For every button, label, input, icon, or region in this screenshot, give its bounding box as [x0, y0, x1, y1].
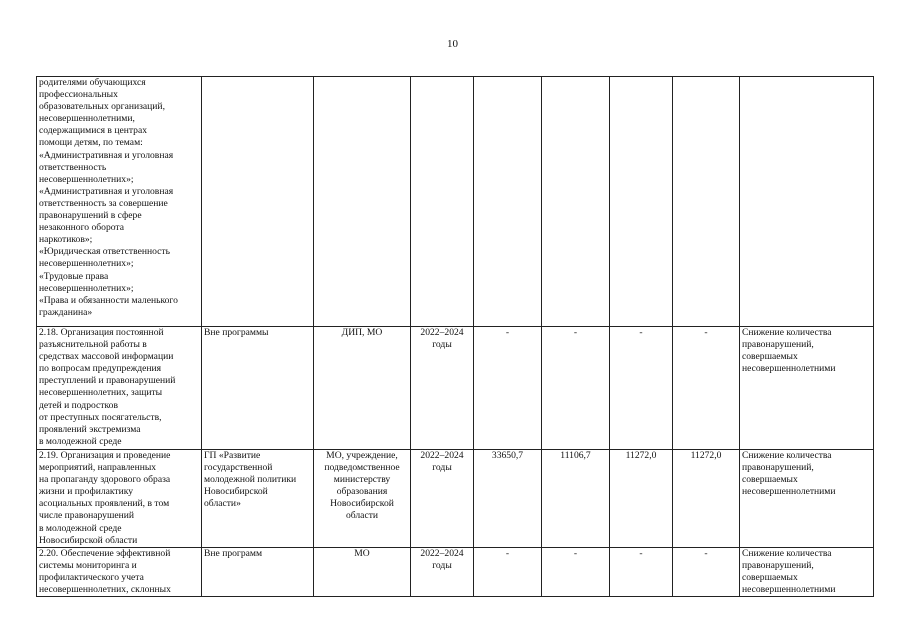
executor-cell	[314, 450, 411, 548]
funding-2024-cell-value: -	[704, 327, 708, 338]
event-cell-line: разъяснительной работы в	[39, 339, 147, 351]
period-cell-line: годы	[432, 462, 452, 474]
event-cell-line: наркотиков»;	[39, 234, 93, 246]
event-cell-line: числе правонарушений	[39, 510, 135, 522]
period-cell-line: годы	[432, 339, 452, 351]
event-cell-line: по вопросам предупреждения	[39, 363, 162, 375]
event-cell-line: преступлений и правонарушений	[39, 375, 176, 387]
total-funding-cell	[474, 77, 542, 327]
funding-2022-cell-value: 11106,7	[560, 450, 591, 461]
total-funding-cell	[474, 327, 542, 450]
event-cell-line: помощи детям, по темам:	[39, 137, 143, 149]
period-cell-line: 2022–2024	[420, 327, 464, 338]
funding-2022-cell	[542, 548, 610, 597]
funding-2024-cell	[673, 450, 740, 548]
executor-cell	[314, 548, 411, 597]
period-cell	[411, 327, 474, 450]
period-cell-line: годы	[432, 560, 452, 572]
total-funding-cell-value: -	[505, 548, 510, 559]
event-cell-line: в молодежной среде	[39, 522, 122, 534]
event-cell-line: ответственность за совершение	[39, 197, 168, 209]
event-cell-line: 2.20. Обеспечение эффективной	[39, 548, 171, 559]
table-row	[37, 77, 874, 327]
program-cell-line: Вне программы	[204, 327, 269, 338]
executor-cell-line: МО, учреждение,	[326, 450, 398, 461]
event-cell-line: несовершеннолетних»;	[39, 258, 134, 270]
result-cell	[740, 77, 874, 327]
total-funding-cell	[474, 548, 542, 597]
program-cell-line: Новосибирской	[204, 486, 268, 498]
event-cell-line: проявлений экстремизма	[39, 423, 141, 435]
program-cell	[202, 548, 314, 597]
executor-cell	[314, 77, 411, 327]
event-cell-line: мероприятий, направленных	[39, 462, 157, 474]
executor-cell-line: ДИП, МО	[341, 327, 383, 338]
executor-cell-line: подведомственное	[324, 462, 400, 474]
program-cell	[202, 77, 314, 327]
event-cell-line: несовершеннолетних, защиты	[39, 387, 163, 399]
result-cell-line: Снижение количества	[742, 327, 832, 338]
result-cell-line: правонарушений,	[742, 339, 814, 351]
period-cell	[411, 450, 474, 548]
table-row	[37, 450, 874, 548]
page-number: 10	[447, 38, 458, 50]
event-cell-line: асоциальных проявлений, в том	[39, 498, 170, 510]
event-cell-line: 2.18. Организация постоянной	[39, 327, 164, 338]
funding-2022-cell	[542, 327, 610, 450]
event-cell-line: «Административная и уголовная	[39, 149, 174, 161]
funding-2024-cell	[673, 548, 740, 597]
measures-table-body	[37, 77, 874, 597]
result-cell-line: несовершеннолетними	[742, 486, 836, 498]
event-cell	[37, 327, 202, 450]
event-cell-line: незаконного оборота	[39, 222, 124, 234]
table-row	[37, 548, 874, 597]
result-cell-line: совершаемых	[742, 572, 798, 584]
funding-2023-cell-value: -	[639, 327, 643, 338]
funding-2023-cell-value: -	[639, 548, 643, 559]
event-cell-line: системы мониторинга и	[39, 560, 137, 572]
event-cell-line: «Права и обязанности маленького	[39, 294, 178, 306]
event-cell-line: несовершеннолетних»;	[39, 173, 134, 185]
result-cell-line: Снижение количества	[742, 450, 832, 461]
result-cell-line: правонарушений,	[742, 462, 814, 474]
funding-2023-cell	[610, 450, 673, 548]
event-cell-line: детей и подростков	[39, 399, 118, 411]
funding-2024-cell	[673, 327, 740, 450]
result-cell-line: совершаемых	[742, 474, 798, 486]
event-cell-line: родителями обучающихся	[39, 77, 146, 88]
event-cell	[37, 450, 202, 548]
executor-cell-line: министерству	[333, 474, 391, 486]
period-cell-line: 2022–2024	[420, 450, 464, 461]
event-cell-line: «Юридическая ответственность	[39, 246, 170, 258]
program-cell	[202, 327, 314, 450]
executor-cell-line: области	[345, 510, 379, 522]
event-cell-line: образовательных организаций,	[39, 101, 165, 113]
funding-2022-cell	[542, 450, 610, 548]
funding-2023-cell	[610, 77, 673, 327]
program-cell	[202, 450, 314, 548]
funding-2024-cell-value: -	[704, 548, 708, 559]
funding-2024-cell	[673, 77, 740, 327]
total-funding-cell-value: 33650,7	[491, 450, 524, 461]
period-cell	[411, 548, 474, 597]
result-cell-line: Снижение количества	[742, 548, 832, 559]
executor-cell-line: Новосибирской	[330, 498, 394, 510]
event-cell	[37, 77, 202, 327]
total-funding-cell	[474, 450, 542, 548]
event-cell-line: на пропаганду здорового образа	[39, 474, 171, 486]
funding-2024-cell-value: 11272,0	[690, 450, 722, 461]
event-cell	[37, 548, 202, 597]
result-cell	[740, 327, 874, 450]
event-cell-line: ответственность	[39, 161, 107, 173]
event-cell-line: гражданина»	[39, 306, 93, 318]
event-cell-line: «Административная и уголовная	[39, 185, 174, 197]
measures-table	[36, 76, 874, 597]
executor-cell-line: МО	[354, 548, 370, 559]
event-cell-line: в молодежной среде	[39, 435, 122, 447]
funding-2023-cell-value: 11272,0	[625, 450, 657, 461]
program-cell-line: молодежной политики	[204, 474, 297, 486]
event-cell-line: средствах массовой информации	[39, 351, 174, 363]
table-row	[37, 327, 874, 450]
event-cell-line: несовершеннолетними,	[39, 113, 135, 125]
funding-2023-cell	[610, 327, 673, 450]
event-cell-line: 2.19. Организация и проведение	[39, 450, 171, 461]
executor-cell-line: образования	[336, 486, 388, 498]
program-cell-line: ГП «Развитие	[204, 450, 261, 461]
program-cell-line: государственной	[204, 462, 273, 474]
executor-cell	[314, 327, 411, 450]
total-funding-cell-value: -	[505, 327, 510, 338]
result-cell-line: совершаемых	[742, 351, 798, 363]
funding-2022-cell	[542, 77, 610, 327]
funding-2022-cell-value: -	[573, 548, 578, 559]
event-cell-line: от преступных посягательств,	[39, 411, 162, 423]
result-cell-line: несовершеннолетними	[742, 363, 836, 375]
program-cell-line: Вне программ	[204, 548, 263, 559]
program-cell-line: области»	[204, 498, 241, 510]
event-cell-line: несовершеннолетних, склонных	[39, 584, 171, 596]
funding-2023-cell	[610, 548, 673, 597]
result-cell	[740, 548, 874, 597]
event-cell-line: Новосибирской области	[39, 534, 138, 546]
period-cell-line: 2022–2024	[420, 548, 464, 559]
event-cell-line: «Трудовые права	[39, 270, 109, 282]
funding-2022-cell-value: -	[573, 327, 578, 338]
event-cell-line: жизни и профилактику	[39, 486, 134, 498]
event-cell-line: профилактического учета	[39, 572, 144, 584]
result-cell-line: несовершеннолетними	[742, 584, 836, 596]
event-cell-line: содержащимися в центрах	[39, 125, 148, 137]
event-cell-line: правонарушений в сфере	[39, 210, 142, 222]
event-cell-line: профессиональных	[39, 89, 118, 101]
period-cell	[411, 77, 474, 327]
result-cell-line: правонарушений,	[742, 560, 814, 572]
result-cell	[740, 450, 874, 548]
event-cell-line: несовершеннолетних»;	[39, 282, 134, 294]
